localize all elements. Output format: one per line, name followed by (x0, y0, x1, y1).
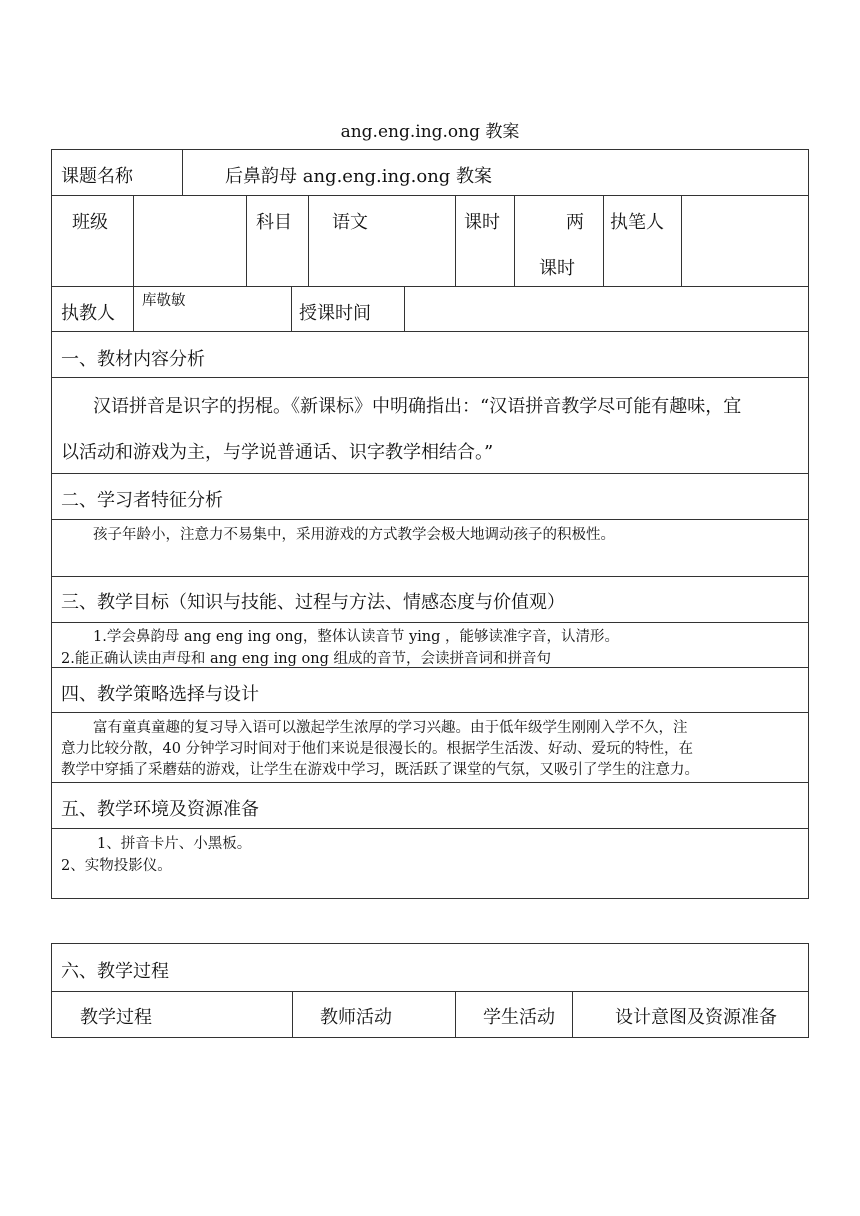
section-1-title: 一、教材内容分析 (61, 349, 205, 370)
section-4-line-2: 意力比较分散，40 分钟学习时间对于他们来说是很漫长的。根据学生活泼、好动、爱玩的特性，在 (61, 741, 694, 757)
section-5-title: 五、教学环境及资源准备 (61, 799, 259, 820)
section-5-line-1: 1、拼音卡片、小黑板。 (97, 836, 252, 852)
lesson-plan-table (51, 149, 809, 899)
time-label: 授课时间 (299, 303, 371, 324)
process-column-header: 学生活动 (483, 1007, 555, 1028)
section-3-line-1: 1.学会鼻韵母 ang eng ing ong，整体认读音节 ying ，能够读准字音，认清形。 (93, 629, 620, 645)
section-2-text: 孩子年龄小，注意力不易集中，采用游戏的方式教学会极大地调动孩子的积极性。 (93, 527, 615, 543)
teaching-process-table (51, 943, 809, 1038)
document-title: ang.eng.ing.ong 教案 (340, 122, 520, 142)
process-column-header: 教学过程 (80, 1007, 152, 1028)
subject-value: 语文 (332, 212, 368, 233)
section-1-line-1: 汉语拼音是识字的拐棍。《新课标》中明确指出：“汉语拼音教学尽可能有趣味，宜 (93, 396, 742, 417)
class-label: 班级 (72, 212, 108, 233)
section-3-title: 三、教学目标（知识与技能、过程与方法、情感态度与价值观） (61, 592, 565, 613)
teacher-value: 库敬敏 (142, 293, 186, 309)
topic-value: 后鼻韵母 ang.eng.ing.ong 教案 (225, 166, 493, 187)
section-1-line-2: 以活动和游戏为主，与学说普通话、识字教学相结合。” (61, 442, 494, 463)
period-label: 课时 (464, 212, 500, 233)
teacher-label: 执教人 (61, 303, 115, 324)
process-column-header: 设计意图及资源准备 (615, 1007, 777, 1028)
section-4-title: 四、教学策略选择与设计 (61, 684, 259, 705)
period-value-line2: 课时 (539, 258, 575, 279)
topic-label: 课题名称 (61, 166, 133, 187)
section-5-line-2: 2、实物投影仪。 (61, 858, 172, 874)
writer-label: 执笔人 (610, 212, 664, 233)
process-title: 六、教学过程 (61, 961, 169, 982)
section-4-line-1: 富有童真童趣的复习导入语可以激起学生浓厚的学习兴趣。由于低年级学生刚刚入学不久，注 (93, 720, 688, 736)
section-2-title: 二、学习者特征分析 (61, 490, 223, 511)
section-3-line-2: 2.能正确认读由声母和 ang eng ing ong 组成的音节，会读拼音词和拼音句 (61, 651, 551, 667)
section-4-line-3: 教学中穿插了采蘑菇的游戏，让学生在游戏中学习，既活跃了课堂的气氛，又吸引了学生的注意力。 (61, 762, 699, 778)
subject-label: 科目 (256, 212, 292, 233)
period-value-line1: 两 (566, 212, 584, 233)
process-column-header: 教师活动 (320, 1007, 392, 1028)
